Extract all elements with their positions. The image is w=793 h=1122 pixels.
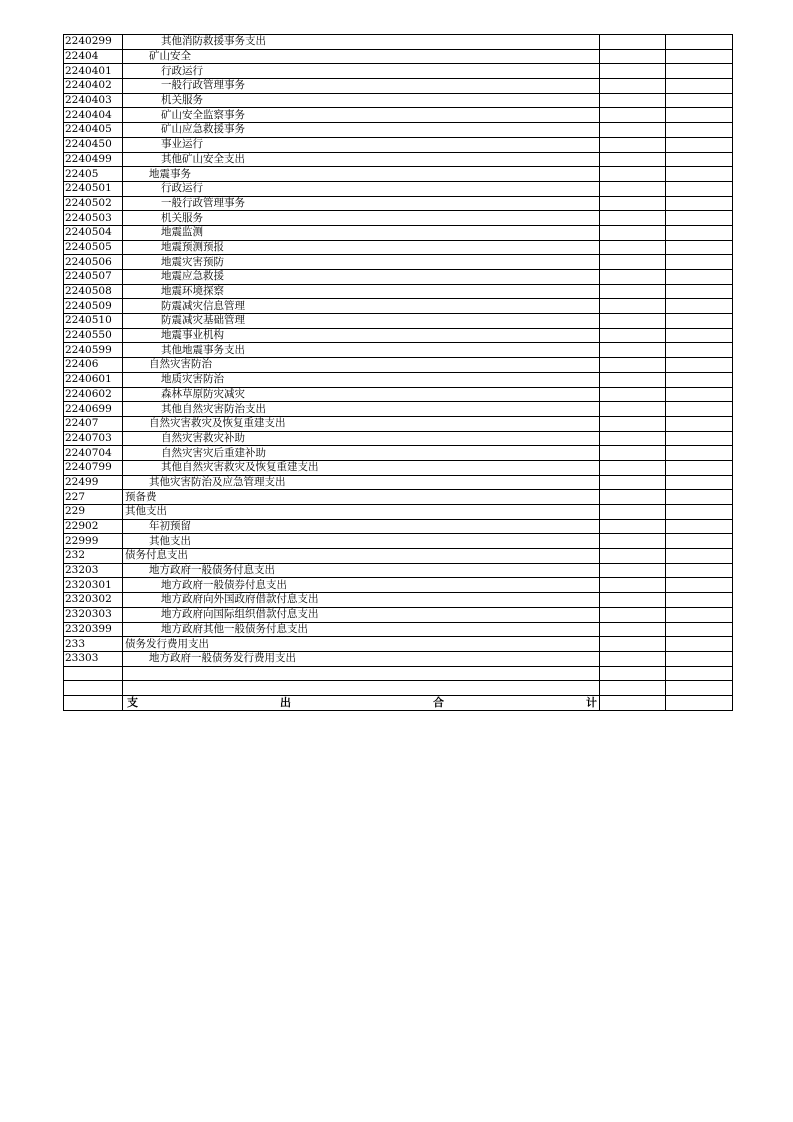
- value-cell-1: [600, 137, 666, 152]
- value-cell-1: [600, 387, 666, 402]
- account-name-text: 其他支出: [149, 534, 191, 547]
- account-name-text: 其他自然灾害救灾及恢复重建支出: [161, 461, 319, 474]
- account-code: 22902: [64, 519, 123, 534]
- account-name-text: 事业运行: [161, 138, 203, 151]
- value-cell-2: [666, 475, 733, 490]
- account-name-text: 防震减灾基础管理: [161, 314, 245, 327]
- value-cell-1: [600, 49, 666, 64]
- table-row: [64, 314, 733, 329]
- account-code: 2240699: [64, 402, 123, 417]
- account-code: 2320399: [64, 622, 123, 637]
- account-name-text: 年初预留: [149, 520, 191, 533]
- value-cell-2: [666, 167, 733, 182]
- account-code: 2240501: [64, 181, 123, 196]
- account-code: 2240450: [64, 137, 123, 152]
- value-cell-2: [666, 108, 733, 123]
- table-row: [64, 35, 733, 50]
- account-code: 2240299: [64, 35, 123, 50]
- value-cell-2: [666, 255, 733, 270]
- account-code: 227: [64, 490, 123, 505]
- table-row: [64, 666, 733, 681]
- value-cell-1: [600, 79, 666, 94]
- value-cell-1: [600, 64, 666, 79]
- account-name-text: 预备费: [125, 490, 157, 503]
- total-char: 支: [127, 696, 138, 710]
- account-name: [123, 343, 600, 358]
- value-cell-1: [600, 651, 666, 666]
- table-row: [64, 328, 733, 343]
- table-row: [64, 49, 733, 64]
- account-name-text: 一般行政管理事务: [161, 79, 245, 92]
- table-row: [64, 519, 733, 534]
- value-cell-1: [600, 93, 666, 108]
- value-cell-1: [600, 681, 666, 696]
- value-cell-2: [666, 152, 733, 167]
- account-name-text: 机关服务: [161, 94, 203, 107]
- table-row: [64, 637, 733, 652]
- table-row: [64, 593, 733, 608]
- account-name: [123, 64, 600, 79]
- account-code: 2240602: [64, 387, 123, 402]
- account-code: 2240403: [64, 93, 123, 108]
- value-cell-2: [666, 578, 733, 593]
- value-cell-2: [666, 460, 733, 475]
- account-code: 2240505: [64, 240, 123, 255]
- value-cell-1: [600, 255, 666, 270]
- account-code: 2240799: [64, 460, 123, 475]
- table-row: [64, 152, 733, 167]
- value-cell-2: [666, 299, 733, 314]
- value-cell-2: [666, 196, 733, 211]
- account-code: 2240507: [64, 270, 123, 285]
- account-code: 2240502: [64, 196, 123, 211]
- account-code: 229: [64, 505, 123, 520]
- value-cell-2: [666, 607, 733, 622]
- account-name-text: 自然灾害救灾补助: [161, 431, 245, 444]
- value-cell-1: [600, 490, 666, 505]
- value-cell-1: [600, 416, 666, 431]
- account-name-text: 地震监测: [161, 226, 203, 239]
- table-row: [64, 123, 733, 138]
- value-cell-2: [666, 343, 733, 358]
- account-name: [123, 519, 600, 534]
- account-code: 2320302: [64, 593, 123, 608]
- account-code: 2240405: [64, 123, 123, 138]
- account-code: 22406: [64, 358, 123, 373]
- table-row: [64, 416, 733, 431]
- account-name: [123, 196, 600, 211]
- value-cell-2: [666, 181, 733, 196]
- value-cell-1: [600, 196, 666, 211]
- total-value-cell-2: [666, 695, 733, 710]
- account-name-text: 其他支出: [125, 505, 167, 518]
- value-cell-1: [600, 519, 666, 534]
- account-name-text: 机关服务: [161, 211, 203, 224]
- table-row: [64, 372, 733, 387]
- value-cell-1: [600, 152, 666, 167]
- value-cell-2: [666, 49, 733, 64]
- account-code: 2240503: [64, 211, 123, 226]
- account-name: [123, 593, 600, 608]
- account-name: [123, 35, 600, 50]
- account-name: [123, 651, 600, 666]
- table-row: [64, 505, 733, 520]
- value-cell-1: [600, 167, 666, 182]
- value-cell-1: [600, 358, 666, 373]
- value-cell-2: [666, 490, 733, 505]
- value-cell-1: [600, 108, 666, 123]
- account-name: [123, 225, 600, 240]
- table-row: [64, 196, 733, 211]
- account-code: 2240499: [64, 152, 123, 167]
- account-name: [123, 93, 600, 108]
- account-name: [123, 431, 600, 446]
- account-code: 23203: [64, 563, 123, 578]
- table-row: [64, 490, 733, 505]
- account-name: [123, 181, 600, 196]
- account-code: 2320303: [64, 607, 123, 622]
- account-name-text: 其他地震事务支出: [161, 343, 245, 356]
- account-name: [123, 49, 600, 64]
- value-cell-1: [600, 402, 666, 417]
- account-name: [123, 270, 600, 285]
- account-name-text: 地方政府向外国政府借款付息支出: [161, 593, 319, 606]
- account-code: 233: [64, 637, 123, 652]
- account-name: [123, 549, 600, 564]
- account-code: 22499: [64, 475, 123, 490]
- account-name-text: 地方政府一般债务发行费用支出: [149, 652, 296, 665]
- value-cell-1: [600, 328, 666, 343]
- value-cell-1: [600, 123, 666, 138]
- value-cell-2: [666, 431, 733, 446]
- value-cell-2: [666, 93, 733, 108]
- value-cell-1: [600, 446, 666, 461]
- account-name: [123, 563, 600, 578]
- table-row: [64, 549, 733, 564]
- account-name: [123, 255, 600, 270]
- account-name-text: 其他矿山安全支出: [161, 152, 245, 165]
- value-cell-1: [600, 270, 666, 285]
- expenditure-table: [63, 34, 733, 711]
- account-name-text: 债务付息支出: [125, 549, 188, 562]
- value-cell-2: [666, 651, 733, 666]
- account-code: 2240599: [64, 343, 123, 358]
- account-name: [123, 123, 600, 138]
- account-code: 22405: [64, 167, 123, 182]
- value-cell-2: [666, 637, 733, 652]
- value-cell-1: [600, 593, 666, 608]
- account-name: [123, 167, 600, 182]
- value-cell-2: [666, 137, 733, 152]
- table-row: [64, 108, 733, 123]
- value-cell-2: [666, 563, 733, 578]
- value-cell-2: [666, 534, 733, 549]
- value-cell-2: [666, 372, 733, 387]
- account-code: 2240550: [64, 328, 123, 343]
- account-code: 2240509: [64, 299, 123, 314]
- account-name: [123, 328, 600, 343]
- account-name: [123, 402, 600, 417]
- table-row: [64, 240, 733, 255]
- value-cell-2: [666, 35, 733, 50]
- total-code-cell: [64, 695, 123, 710]
- account-code: 2240402: [64, 79, 123, 94]
- table-row: [64, 607, 733, 622]
- value-cell-1: [600, 372, 666, 387]
- account-name-text: 其他自然灾害防治支出: [161, 402, 266, 415]
- value-cell-2: [666, 519, 733, 534]
- table-row: [64, 167, 733, 182]
- account-code: 2240401: [64, 64, 123, 79]
- value-cell-1: [600, 475, 666, 490]
- table-row: [64, 431, 733, 446]
- table-row: [64, 622, 733, 637]
- table-row: [64, 387, 733, 402]
- account-name: [123, 534, 600, 549]
- value-cell-1: [600, 534, 666, 549]
- value-cell-2: [666, 328, 733, 343]
- total-label-cell: [123, 695, 600, 710]
- value-cell-1: [600, 299, 666, 314]
- account-code: 2240601: [64, 372, 123, 387]
- account-code: 23303: [64, 651, 123, 666]
- table-row: [64, 563, 733, 578]
- account-name-text: 地方政府一般债务付息支出: [149, 564, 275, 577]
- value-cell-1: [600, 563, 666, 578]
- table-row: [64, 255, 733, 270]
- account-name: [123, 460, 600, 475]
- account-name-text: 地方政府向国际组织借款付息支出: [161, 608, 319, 621]
- account-name-text: 债务发行费用支出: [125, 637, 209, 650]
- account-code: 2240703: [64, 431, 123, 446]
- account-name: [123, 79, 600, 94]
- table-row: [64, 284, 733, 299]
- account-name: [123, 387, 600, 402]
- account-name-text: 地震环境探察: [161, 285, 224, 298]
- table-row: [64, 137, 733, 152]
- account-code: 2240504: [64, 225, 123, 240]
- value-cell-1: [600, 431, 666, 446]
- table-row: [64, 211, 733, 226]
- account-name-text: 自然灾害防治: [149, 358, 212, 371]
- account-name: [123, 372, 600, 387]
- value-cell-2: [666, 314, 733, 329]
- account-code: [64, 681, 123, 696]
- account-name-text: 矿山应急救援事务: [161, 123, 245, 136]
- account-name-text: 自然灾害灾后重建补助: [161, 446, 266, 459]
- table-row: [64, 93, 733, 108]
- account-name-text: 行政运行: [161, 182, 203, 195]
- value-cell-1: [600, 607, 666, 622]
- value-cell-1: [600, 460, 666, 475]
- value-cell-1: [600, 622, 666, 637]
- value-cell-2: [666, 666, 733, 681]
- total-row: [64, 695, 733, 710]
- account-code: 22407: [64, 416, 123, 431]
- account-name: [123, 607, 600, 622]
- table-row: [64, 402, 733, 417]
- account-name-text: 防震减灾信息管理: [161, 299, 245, 312]
- account-name-text: 地震灾害预防: [161, 255, 224, 268]
- account-name-text: 一般行政管理事务: [161, 196, 245, 209]
- table-row: [64, 446, 733, 461]
- table-row: [64, 475, 733, 490]
- table-row: [64, 651, 733, 666]
- account-name: [123, 681, 600, 696]
- account-code: 2240506: [64, 255, 123, 270]
- table-row: [64, 181, 733, 196]
- account-name: [123, 152, 600, 167]
- account-name-text: 森林草原防灾减灾: [161, 387, 245, 400]
- value-cell-2: [666, 446, 733, 461]
- account-code: 232: [64, 549, 123, 564]
- table-row: [64, 299, 733, 314]
- value-cell-1: [600, 181, 666, 196]
- value-cell-2: [666, 416, 733, 431]
- account-name-text: 地质灾害防治: [161, 373, 224, 386]
- value-cell-2: [666, 549, 733, 564]
- account-name-text: 自然灾害救灾及恢复重建支出: [149, 417, 286, 430]
- account-code: 2320301: [64, 578, 123, 593]
- value-cell-2: [666, 593, 733, 608]
- value-cell-2: [666, 681, 733, 696]
- account-code: 2240704: [64, 446, 123, 461]
- value-cell-1: [600, 505, 666, 520]
- account-name-text: 地方政府一般债券付息支出: [161, 578, 287, 591]
- account-name: [123, 358, 600, 373]
- account-code: 22404: [64, 49, 123, 64]
- total-char: 计: [586, 696, 597, 710]
- value-cell-2: [666, 211, 733, 226]
- value-cell-2: [666, 240, 733, 255]
- value-cell-2: [666, 64, 733, 79]
- account-name-text: 矿山安全: [149, 50, 191, 63]
- value-cell-1: [600, 637, 666, 652]
- table-row: [64, 681, 733, 696]
- table-row: [64, 578, 733, 593]
- account-code: 2240508: [64, 284, 123, 299]
- value-cell-2: [666, 622, 733, 637]
- account-name-text: 其他灾害防治及应急管理支出: [149, 475, 286, 488]
- account-name: [123, 505, 600, 520]
- value-cell-1: [600, 343, 666, 358]
- value-cell-2: [666, 387, 733, 402]
- table-row: [64, 79, 733, 94]
- account-name: [123, 475, 600, 490]
- account-name: [123, 211, 600, 226]
- value-cell-2: [666, 505, 733, 520]
- account-name-text: 行政运行: [161, 64, 203, 77]
- value-cell-2: [666, 79, 733, 94]
- value-cell-1: [600, 666, 666, 681]
- value-cell-2: [666, 402, 733, 417]
- account-name-text: 矿山安全监察事务: [161, 108, 245, 121]
- account-name: [123, 314, 600, 329]
- table-row: [64, 64, 733, 79]
- table-row: [64, 225, 733, 240]
- value-cell-1: [600, 240, 666, 255]
- account-name: [123, 284, 600, 299]
- account-name: [123, 578, 600, 593]
- total-value-cell-1: [600, 695, 666, 710]
- value-cell-1: [600, 284, 666, 299]
- value-cell-2: [666, 123, 733, 138]
- table-row: [64, 534, 733, 549]
- table-row: [64, 358, 733, 373]
- value-cell-1: [600, 549, 666, 564]
- account-name-text: 地方政府其他一般债务付息支出: [161, 622, 308, 635]
- account-name-text: 地震事务: [149, 167, 191, 180]
- total-char: 合: [433, 696, 444, 710]
- value-cell-1: [600, 35, 666, 50]
- value-cell-2: [666, 284, 733, 299]
- account-code: 2240510: [64, 314, 123, 329]
- account-name: [123, 666, 600, 681]
- account-name-text: 地震应急救援: [161, 270, 224, 283]
- value-cell-2: [666, 270, 733, 285]
- table-row: [64, 270, 733, 285]
- account-name: [123, 490, 600, 505]
- account-code: 2240404: [64, 108, 123, 123]
- account-name: [123, 108, 600, 123]
- account-code: 22999: [64, 534, 123, 549]
- account-name: [123, 240, 600, 255]
- table-row: [64, 343, 733, 358]
- account-name: [123, 622, 600, 637]
- account-name: [123, 137, 600, 152]
- table-body: [64, 35, 733, 696]
- account-code: [64, 666, 123, 681]
- account-name: [123, 416, 600, 431]
- account-name: [123, 446, 600, 461]
- value-cell-1: [600, 314, 666, 329]
- value-cell-2: [666, 358, 733, 373]
- value-cell-1: [600, 225, 666, 240]
- total-char: 出: [280, 696, 291, 710]
- account-name-text: 其他消防救援事务支出: [161, 35, 266, 48]
- total-label: [125, 696, 599, 709]
- account-name: [123, 637, 600, 652]
- table-row: [64, 460, 733, 475]
- account-name-text: 地震事业机构: [161, 329, 224, 342]
- value-cell-1: [600, 211, 666, 226]
- account-name: [123, 299, 600, 314]
- value-cell-2: [666, 225, 733, 240]
- value-cell-1: [600, 578, 666, 593]
- account-name-text: 地震预测预报: [161, 240, 224, 253]
